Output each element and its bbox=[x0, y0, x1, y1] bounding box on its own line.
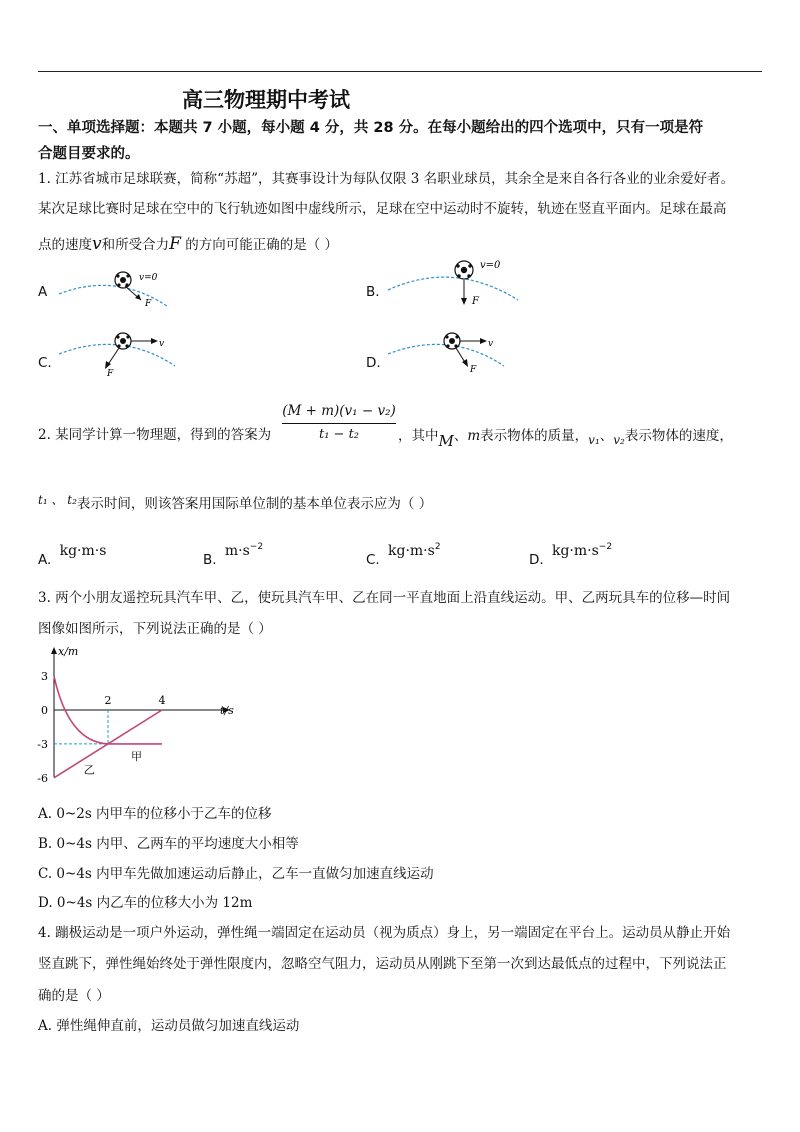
q1-option-b-label[interactable]: B. bbox=[366, 284, 380, 300]
q2-sep1: 、 bbox=[453, 428, 468, 444]
q2-var-v2: v₂ bbox=[613, 433, 625, 447]
q1-var-f: F bbox=[169, 234, 181, 254]
arrowhead-icon bbox=[462, 359, 468, 367]
soccer-ball-icon bbox=[115, 333, 131, 349]
y-tick-label: -6 bbox=[37, 771, 48, 785]
q2-option-d[interactable] bbox=[529, 542, 613, 568]
fraction-bar bbox=[282, 423, 396, 424]
q2-numerator: (M + m)(v₁ − v₂) bbox=[282, 403, 396, 419]
section-heading-line2: 合题目要求的。 bbox=[38, 146, 140, 162]
f-label: F bbox=[145, 299, 152, 309]
x-axis-label: t/s bbox=[220, 704, 234, 717]
q4-line1: 4. 蹦极运动是一项户外运动，弹性绳一端固定在运动员（视为质点）身上，另一端固定在平台上。运动员从静止开始 bbox=[38, 925, 731, 941]
y-axis-label: x/m bbox=[58, 645, 79, 658]
q2-mid2: 表示物体的质量， bbox=[480, 428, 589, 444]
q1-option-a-label[interactable]: A bbox=[38, 284, 48, 300]
trajectory-dashed bbox=[388, 344, 504, 366]
option-unit: kg·m·s bbox=[388, 543, 435, 559]
soccer-ball-icon bbox=[455, 261, 473, 279]
series-jia-label: 甲 bbox=[131, 749, 142, 763]
soccer-ball-icon bbox=[444, 333, 460, 349]
q2-line2-text: 表示时间，则该答案用国际单位制的基本单位表示应为（ ） bbox=[76, 496, 433, 512]
q1-option-c-label[interactable]: C. bbox=[38, 355, 52, 371]
v-label: v bbox=[488, 339, 494, 349]
y-axis-arrowhead-icon bbox=[51, 647, 57, 654]
section-heading-line1: 一、单项选择题：本题共 7 小题，每小题 4 分，共 28 分。在每小题给出的四个选项中，只有一项是符 bbox=[38, 120, 704, 136]
header-rule bbox=[38, 71, 762, 72]
q4-option-a[interactable]: A. 弹性绳伸直前，运动员做匀加速直线运动 bbox=[38, 1018, 300, 1034]
option-letter: D. bbox=[529, 552, 544, 568]
q4-line2: 竖直跳下，弹性绳始终处于弹性限度内，忽略空气阻力，运动员从刚跳下至第一次到达最低点的过程中，下列说法正 bbox=[38, 956, 727, 972]
q1-option-b-figure[interactable] bbox=[384, 256, 524, 312]
page-title: 高三物理期中考试 bbox=[182, 88, 350, 112]
v-label: v=0 bbox=[139, 273, 158, 283]
q2-option-b[interactable] bbox=[203, 542, 264, 568]
q1-option-d-figure[interactable] bbox=[384, 326, 514, 378]
option-letter: B. bbox=[203, 552, 217, 568]
q2-option-a[interactable] bbox=[38, 543, 107, 568]
q1-option-d-label[interactable]: D. bbox=[366, 355, 381, 371]
q1-var-v: v bbox=[92, 234, 102, 254]
q2-line2 bbox=[38, 493, 433, 512]
q1-option-c-figure[interactable] bbox=[55, 326, 185, 378]
soccer-ball-icon bbox=[115, 272, 131, 288]
q1-line1: 1. 江苏省城市足球联赛，简称“苏超”，其赛事设计为每队仅限 3 名职业球员，其余全是来自各行各业的业余爱好者。 bbox=[38, 171, 735, 187]
series-yi-label: 乙 bbox=[83, 763, 95, 777]
q2-mid1: ，其中 bbox=[398, 428, 439, 444]
y-tick-label: 3 bbox=[41, 670, 48, 684]
arrowhead-icon bbox=[151, 338, 158, 344]
y-tick-label: 0 bbox=[41, 704, 48, 717]
q3-line1: 3. 两个小朋友遥控玩具汽车甲、乙，使玩具汽车甲、乙在同一平直地面上沿直线运动。甲、乙两玩具车的位移—时间 bbox=[38, 590, 731, 606]
arrowhead-icon bbox=[480, 338, 487, 344]
v-label: v bbox=[159, 339, 165, 349]
option-exponent: 2 bbox=[434, 542, 441, 552]
y-tick-label: -3 bbox=[37, 737, 48, 751]
q2-time-vars: t₁ 、 t₂ bbox=[38, 493, 77, 507]
q2-var-m: m bbox=[467, 428, 481, 444]
x-tick-label: 2 bbox=[104, 694, 112, 707]
f-label: F bbox=[107, 369, 114, 378]
v-label: v=0 bbox=[480, 260, 501, 271]
q2-sep2: 、 bbox=[599, 428, 614, 444]
q2-var-v1: v₁ bbox=[588, 433, 600, 447]
q1-line3 bbox=[38, 236, 338, 253]
q3-option-c[interactable]: C. 0~4s 内甲车先做加速运动后静止，乙车一直做匀加速直线运动 bbox=[38, 866, 434, 882]
option-unit: kg·m·s bbox=[59, 543, 107, 559]
q2-prefix: 2. 某同学计算一物理题，得到的答案为 bbox=[38, 427, 272, 443]
arrowhead-icon bbox=[461, 298, 467, 305]
q3-line2: 图像如图所示，下列说法正确的是（ ） bbox=[38, 621, 272, 637]
q3-xt-graph bbox=[30, 645, 240, 785]
q3-option-b[interactable]: B. 0~4s 内甲、乙两车的平均速度大小相等 bbox=[38, 836, 299, 852]
q2-denominator: t₁ − t₂ bbox=[318, 427, 360, 442]
q1-line3-text-b: 和所受合力 bbox=[101, 237, 170, 253]
q1-option-a-figure[interactable] bbox=[55, 262, 175, 312]
option-unit: kg·m·s bbox=[551, 543, 599, 559]
q2-mid-text bbox=[398, 427, 733, 450]
f-label: F bbox=[470, 365, 477, 375]
f-label: F bbox=[472, 296, 479, 307]
x-tick-label: 4 bbox=[158, 694, 166, 707]
q1-line3-text-a: 点的速度 bbox=[38, 237, 92, 253]
q1-line2: 某次足球比赛时足球在空中的飞行轨迹如图中虚线所示，足球在空中运动时不旋转，轨迹在竖直平面内。足球在最高 bbox=[38, 201, 727, 217]
trajectory-dashed bbox=[388, 277, 518, 300]
q4-line3: 确的是（ ） bbox=[38, 988, 110, 1004]
q2-mid3: 表示物体的速度， bbox=[624, 428, 733, 444]
q3-option-a[interactable]: A. 0~2s 内甲车的位移小于乙车的位移 bbox=[38, 806, 272, 822]
q1-line3-text-c: 的方向可能正确的是（ ） bbox=[180, 237, 338, 253]
q2-fraction bbox=[282, 402, 396, 444]
q2-var-M: M bbox=[438, 432, 454, 450]
q3-option-d[interactable]: D. 0~4s 内乙车的位移大小为 12m bbox=[38, 895, 253, 911]
option-unit: m·s bbox=[224, 543, 250, 559]
option-exponent: −2 bbox=[598, 542, 613, 552]
option-exponent: −2 bbox=[249, 542, 264, 552]
q2-option-c[interactable] bbox=[366, 542, 441, 568]
trajectory-dashed bbox=[59, 344, 175, 366]
option-letter: A. bbox=[38, 552, 52, 568]
option-letter: C. bbox=[366, 552, 380, 568]
